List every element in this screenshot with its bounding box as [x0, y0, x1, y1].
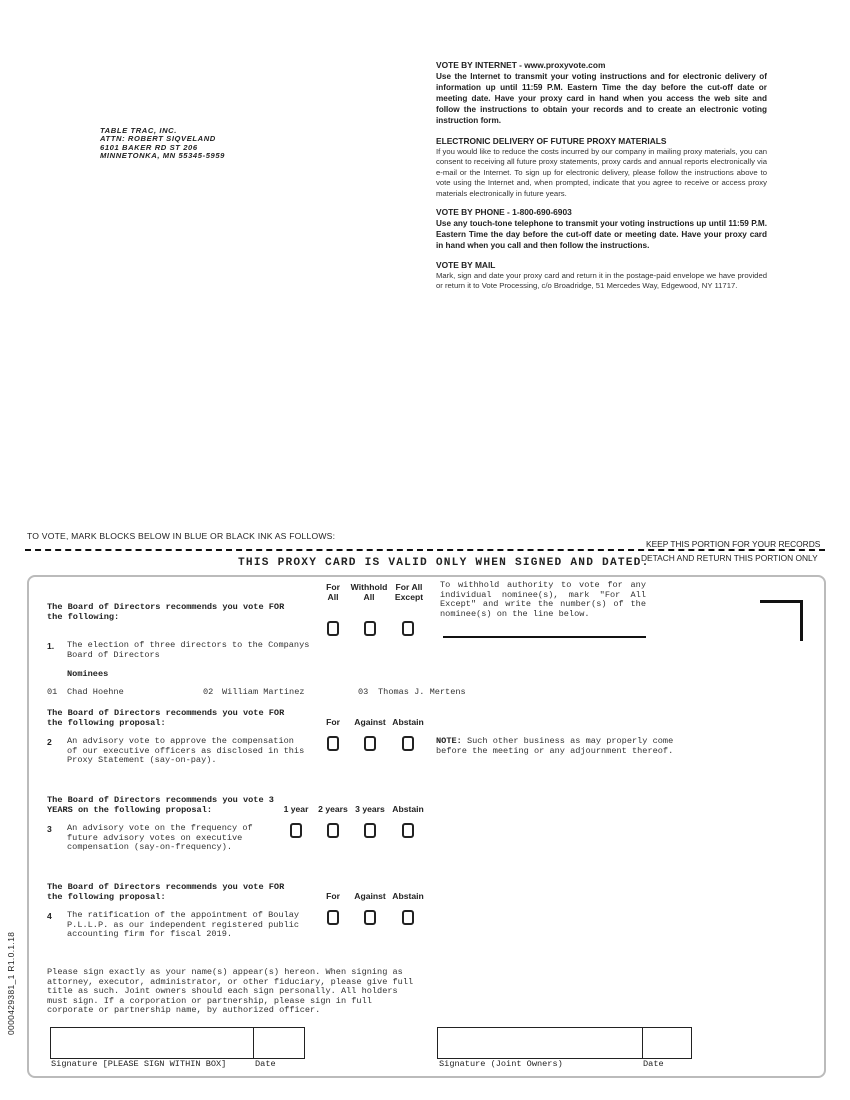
checkbox-item2-for[interactable] [327, 736, 339, 751]
electronic-delivery-body: If you would like to reduce the costs incurred by our company in mailing proxy materials, you can consent to receiving all future proxy statements, proxy cards and annual reports electronically via e-mail or the Internet. To sign up for electronic delivery, please follow the instructions above to vote using the Internet and, when prompted, indicate that you agree to receive or access proxy materials electronically in future years. [436, 147, 767, 198]
signature-label: Signature [PLEASE SIGN WITHIN BOX] [51, 1059, 227, 1069]
checkbox-item3-3-years[interactable] [364, 823, 376, 838]
col-header-for: For [326, 717, 340, 727]
col-header-2-years: 2 years [318, 804, 348, 814]
other-business-note [436, 737, 676, 756]
date-label: Date [643, 1059, 664, 1069]
address-line: ATTN: ROBERT SIQVELAND [100, 134, 216, 144]
item-number: 1. [47, 641, 55, 651]
address-line: MINNETONKA, MN 55345-5959 [100, 150, 226, 160]
vote-by-internet-title: VOTE BY INTERNET - www.proxyvote.com [436, 60, 606, 70]
nominee-name: Chad Hoehne [67, 687, 124, 697]
nominee-number: 02 [203, 687, 214, 697]
vote-by-phone-section [436, 207, 767, 251]
vote-by-internet-section [436, 60, 767, 126]
nominee-number: 03 [358, 687, 369, 697]
col-header-abstain: Abstain [392, 804, 424, 814]
nominee-number: 01 [47, 687, 58, 697]
note-text: Such other business as may properly come before the meeting or any adjournment thereof. [436, 736, 674, 756]
item-number: 2 [47, 737, 52, 747]
col-header-for: For [326, 891, 340, 901]
checkbox-item3-2-years[interactable] [327, 823, 339, 838]
col-header-against: Against [354, 717, 386, 727]
joint-signature-box[interactable] [437, 1027, 692, 1059]
recommendation-sec2: The Board of Directors recommends you vote FOR the following proposal: [47, 708, 285, 728]
nominee-name: William Martinez [222, 687, 305, 697]
checkbox-item2-abstain[interactable] [402, 736, 414, 751]
electronic-delivery-section [436, 136, 767, 199]
except-nominee-line[interactable] [443, 636, 646, 638]
checkbox-item3-1-year[interactable] [290, 823, 302, 838]
nominee-name: Thomas J. Mertens [378, 687, 466, 697]
checkbox-for-all[interactable] [327, 621, 339, 636]
vote-by-mail-body: Mark, sign and date your proxy card and return it in the postage-paid envelope we have provided or return it to Vote Processing, c/o Broadridge, 51 Mercedes Way, Edgewood, NY 11717. [436, 271, 767, 291]
marking-instructions: TO VOTE, MARK BLOCKS BELOW IN BLUE OR BLACK INK AS FOLLOWS: [27, 531, 336, 541]
detach-portion-label: DETACH AND RETURN THIS PORTION ONLY [641, 553, 818, 563]
vote-by-phone-title: VOTE BY PHONE - 1-800-690-6903 [436, 207, 572, 217]
electronic-delivery-title: ELECTRONIC DELIVERY OF FUTURE PROXY MATERIALS [436, 136, 667, 146]
vote-by-phone-body: Use any touch-tone telephone to transmit your voting instructions up until 11:59 P.M. Eastern Time the day before the cut-off date or meeting date. Have your proxy card in hand when you call and then follow the instructions. [436, 219, 767, 250]
col-header-abstain: Abstain [392, 891, 424, 901]
detach-dashed-line [25, 549, 825, 551]
document-code: 0000429381_1 R1.0.1.18 [6, 931, 16, 1035]
checkbox-item4-against[interactable] [364, 910, 376, 925]
checkbox-withhold-all[interactable] [364, 621, 376, 636]
col-header-for-all: For All [326, 582, 340, 602]
col-header-3-years: 3 years [355, 804, 385, 814]
col-header-against: Against [354, 891, 386, 901]
checkbox-item2-against[interactable] [364, 736, 376, 751]
date-label: Date [255, 1059, 276, 1069]
withhold-authority-note: To withhold authority to vote for any individual nominee(s), mark "For All Except" and write the number(s) of the nominee(s) on the line below. [440, 580, 646, 619]
keep-portion-label: KEEP THIS PORTION FOR YOUR RECORDS [646, 539, 821, 549]
signature-box[interactable] [50, 1027, 305, 1059]
vote-by-mail-title: VOTE BY MAIL [436, 260, 496, 270]
item-number: 4 [47, 911, 52, 921]
col-header-1-year: 1 year [283, 804, 309, 814]
col-header-withhold-all: Withhold All [350, 582, 388, 602]
item-2-text: An advisory vote to approve the compensation of our executive officers as disclosed in this Proxy Statement (say-on-pay). [67, 736, 305, 766]
date-divider [253, 1028, 254, 1058]
recommendation-sec1: The Board of Directors recommends you vote FOR the following: [47, 602, 285, 622]
col-header-abstain: Abstain [392, 717, 424, 727]
vote-by-mail-section [436, 260, 767, 292]
item-3-text: An advisory vote on the frequency of future advisory votes on executive compensation (say-on-frequency). [67, 823, 253, 853]
note-label: NOTE: [436, 736, 462, 746]
address-line: TABLE TRAC, INC. [100, 126, 177, 135]
item-number: 3 [47, 824, 52, 834]
checkbox-item4-for[interactable] [327, 910, 339, 925]
mailing-address [100, 127, 225, 160]
recommendation-sec3: The Board of Directors recommends you vote 3 YEARS on the following proposal: [47, 795, 274, 815]
item-1-text: The election of three directors to the Companys Board of Directors [67, 640, 310, 660]
date-divider [642, 1028, 643, 1058]
checkbox-for-all-except[interactable] [402, 621, 414, 636]
proxy-valid-notice: THIS PROXY CARD IS VALID ONLY WHEN SIGNED AND DATED. [238, 557, 650, 569]
checkbox-item4-abstain[interactable] [402, 910, 414, 925]
item-4-text: The ratification of the appointment of Boulay P.L.L.P. as our independent registered public accounting firm for fiscal 2019. [67, 910, 300, 940]
vote-by-internet-body: Use the Internet to transmit your voting instructions and for electronic delivery of information up until 11:59 P.M. Eastern Time the day before the cut-off date or meeting date. Have your proxy card in hand when you access the web site and follow the instructions to obtain your records and to create an electronic voting instruction form. [436, 72, 767, 125]
joint-signature-label: Signature (Joint Owners) [439, 1059, 563, 1069]
nominees-label: Nominees [67, 669, 109, 679]
corner-registration-mark [760, 600, 803, 641]
col-header-for-all-except: For All Except [394, 582, 424, 602]
address-line: 6101 BAKER RD ST 206 [100, 142, 198, 152]
signing-instructions: Please sign exactly as your name(s) appear(s) hereon. When signing as attorney, executor, administrator, or other fiduciary, please give full title as such. Joint owners should each sign personally. All holders must sign. If a corporation or partnership, please sign in full corporate or partnership name, by authorized officer. [47, 967, 414, 1016]
recommendation-sec4: The Board of Directors recommends you vote FOR the following proposal: [47, 882, 285, 902]
checkbox-item3-abstain[interactable] [402, 823, 414, 838]
